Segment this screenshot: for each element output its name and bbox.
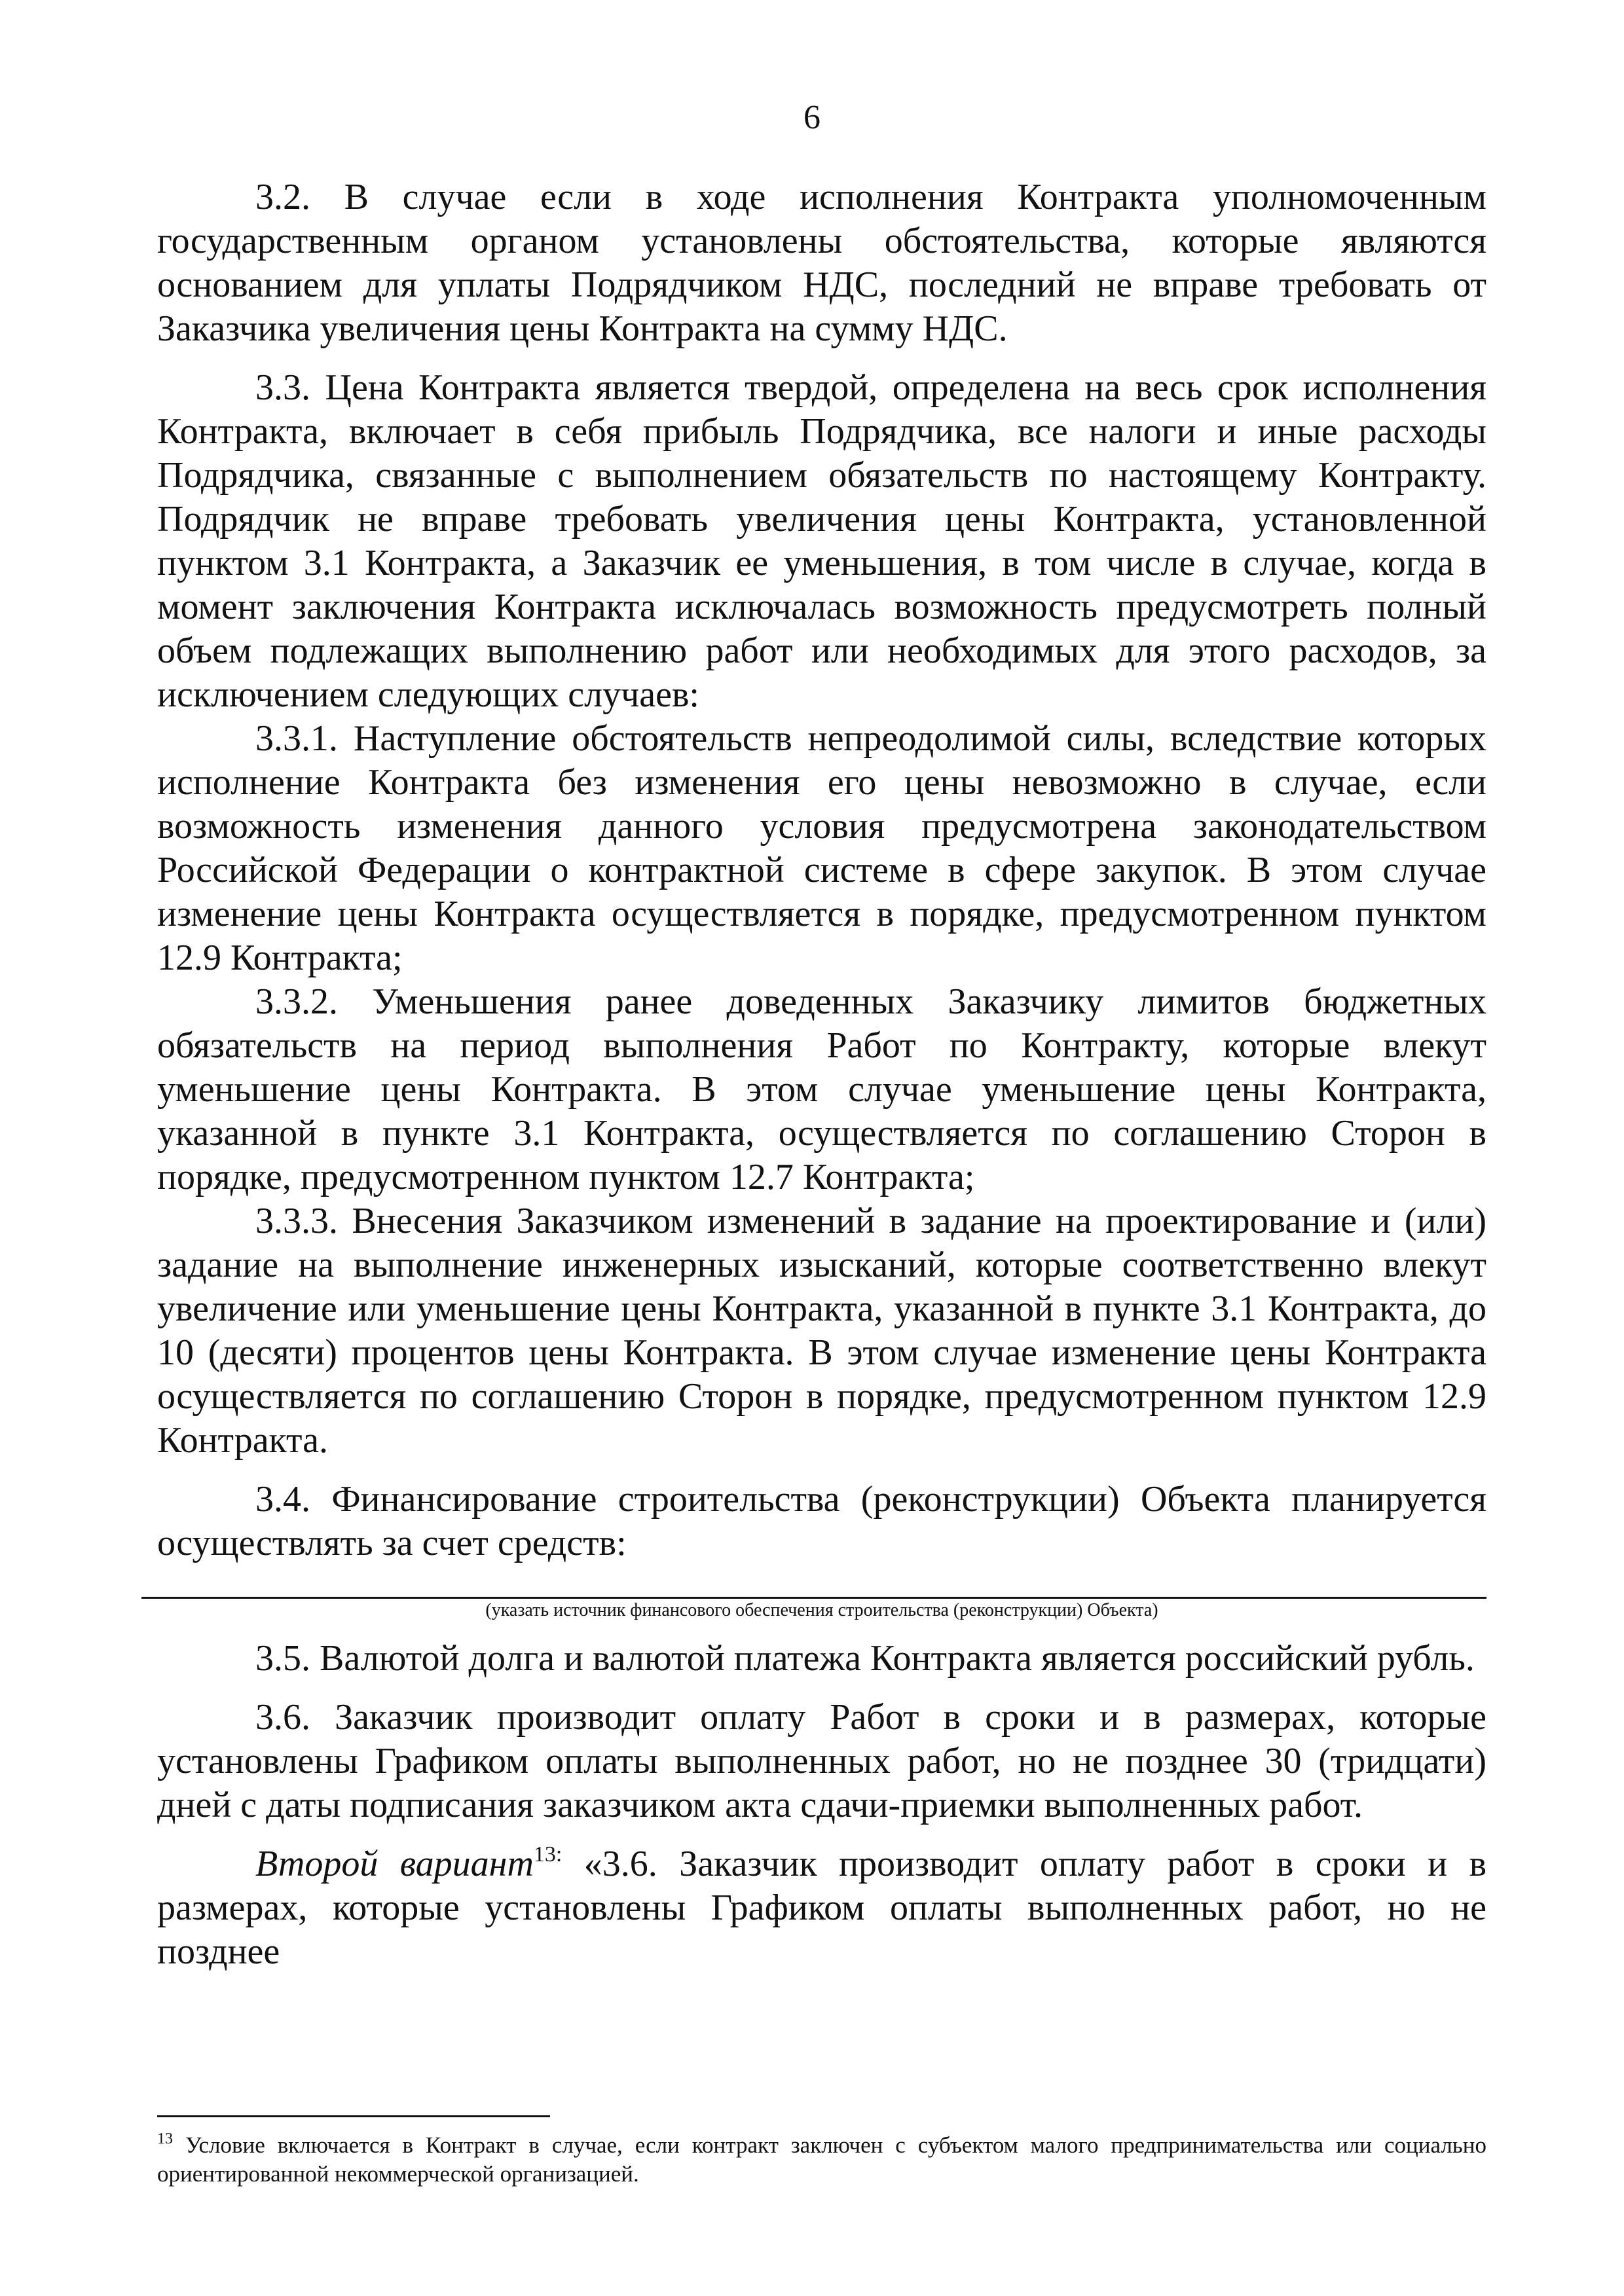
clause-3-6: 3.6. Заказчик производит оплату Работ в сроки и в размерах, которые установлены Графиком оплаты выполненных работ, но не позднее 30 (тридцати) дней с даты подписания заказчиком акта сдачи-приемки выполненных работ. xyxy=(157,1697,1486,1825)
clause-3-4: 3.4. Финансирование строительства (реконструкции) Объекта планируется осуществлять за счет средств: xyxy=(157,1479,1486,1563)
funding-source-caption: (указать источник финансового обеспечения строительства (реконструкции) Объекта) xyxy=(485,1600,1158,1620)
clause-3-3-2: 3.3.2. Уменьшения ранее доведенных Заказчику лимитов бюджетных обязательств на период выполнения Работ по Контракту, которые влекут уменьшение цены Контракта. В этом случае уменьшение цены Контракта, указанной в пункте 3.1 Контракта, осуществляется по соглашению Сторон в порядке, предусмотренном пунктом 12.7 Контракта; xyxy=(157,981,1486,1197)
clause-3-5: 3.5. Валютой долга и валютой платежа Контракта является российский рубль. xyxy=(255,1638,1475,1679)
variant-text: «3.6. Заказчик производит оплату работ в сроки и в размерах, которые установлены Графиком оплаты выполненных работ, но не позднее xyxy=(157,1844,1487,1972)
footnote-marker: 13 xyxy=(157,2130,173,2147)
clause-3-3-1: 3.3.1. Наступление обстоятельств непреодолимой силы, вследствие которых исполнение Контракта без изменения его цены невозможно в случае, если возможность изменения данного условия предусмотрена законодательством Российской Федерации о контрактной системе в сфере закупок. В этом случае изменение цены Контракта осуществляется в порядке, предусмотренном пунктом 12.9 Контракта; xyxy=(157,718,1486,978)
clause-3-2: 3.2. В случае если в ходе исполнения Контракта уполномоченным государственным органом установлены обстоятельства, которые являются основанием для уплаты Подрядчиком НДС, последний не вправе требовать от Заказчика увеличения цены Контракта на сумму НДС. xyxy=(157,177,1486,349)
page-number: 6 xyxy=(803,99,821,136)
footnote-separator xyxy=(157,2115,550,2117)
clause-3-3: 3.3. Цена Контракта является твердой, определена на весь срок исполнения Контракта, включает в себя прибыль Подрядчика, все налоги и иные расходы Подрядчика, связанные с выполнением обязательств по настоящему Контракту. Подрядчик не вправе требовать увеличения цены Контракта, установленной пунктом 3.1 Контракта, а Заказчик ее уменьшения, в том числе в случае, когда в момент заключения Контракта исключалась возможность предусмотреть полный объем подлежащих выполнению работ или необходимых для этого расходов, за исключением следующих случаев: xyxy=(157,367,1486,715)
footnote-text: Условие включается в Контракт в случае, если контракт заключен с субъектом малого предпринимательства или социально ориентированной некоммерческой организацией. xyxy=(157,2132,1486,2187)
clause-3-6-variant xyxy=(157,1842,1486,1974)
funding-source-fill-line xyxy=(141,1590,1486,1599)
variant-colon: : xyxy=(555,1842,563,1867)
contract-body xyxy=(157,175,1486,1974)
clause-3-3-3: 3.3.3. Внесения Заказчиком изменений в задание на проектирование и (или) задание на выполнение инженерных изысканий, которые соответственно влекут увеличение или уменьшение цены Контракта, указанной в пункте 3.1 Контракта, до 10 (десяти) процентов цены Контракта. В этом случае изменение цены Контракта осуществляется по соглашению Сторон в порядке, предусмотренном пунктом 12.9 Контракта. xyxy=(157,1201,1486,1461)
footnote-reference: 13 xyxy=(533,1842,556,1867)
footnote xyxy=(157,2131,1486,2189)
variant-label: Второй вариант xyxy=(255,1844,534,1884)
